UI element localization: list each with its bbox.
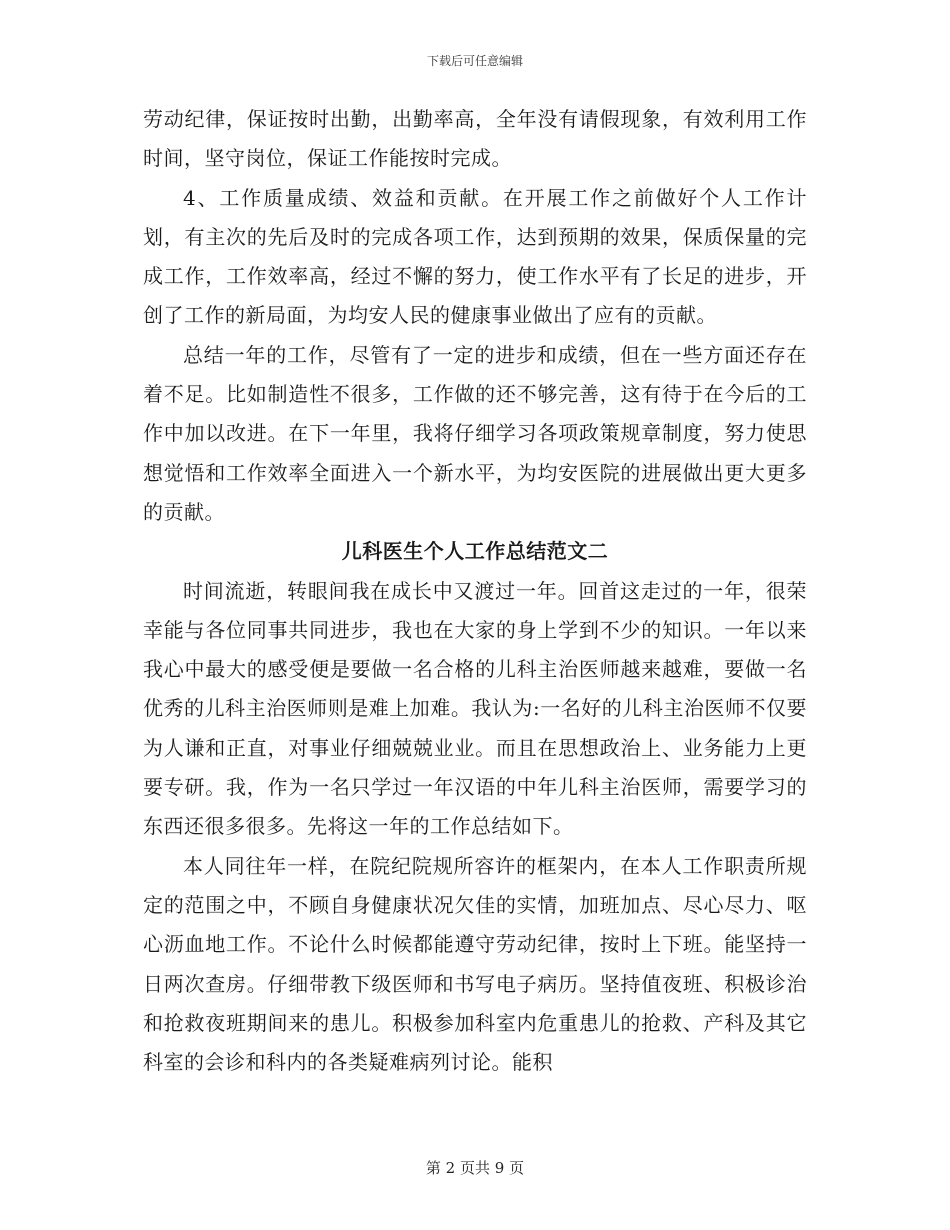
paragraph-3: 总结一年的工作，尽管有了一定的进步和成绩，但在一些方面还存在着不足。比如制造性不很多，工作做的还不够完善，这有待于在今后的工作中加以改进。在下一年里，我将仔细学习各项政策规章制度，努力使思想觉悟和工作效率全面进入一个新水平，为均安医院的进展做出更大更多的贡献。 (143, 342, 807, 524)
paragraph-5: 本人同往年一样，在院纪院规所容许的框架内，在本人工作职责所规定的范围之中，不顾自身健康状况欠佳的实情，加班加点、尽心尽力、呕心沥血地工作。不论什么时候都能遵守劳动纪律，按时上下班。能坚持一日两次查房。仔细带教下级医师和书写电子病历。坚持值夜班、积极诊治和抢救夜班期间来的患儿。积极参加科室内危重患儿的抢救、产科及其它科室的会诊和科内的各类疑难病列讨论。能积 (143, 853, 807, 1075)
paragraph-2: 4、工作质量成绩、效益和贡献。在开展工作之前做好个人工作计划，有主次的先后及时的完成各项工作，达到预期的效果，保质保量的完成工作，工作效率高，经过不懈的努力，使工作水平有了长足的进步，开创了工作的新局面，为均安人民的健康事业做出了应有的贡献。 (143, 185, 807, 328)
page-header-note: 下载后可任意编辑 (426, 54, 523, 68)
page-footer-number: 第 2 页共 9 页 (425, 1159, 525, 1177)
document-body (143, 100, 807, 1082)
paragraph-1: 劳动纪律，保证按时出勤，出勤率高，全年没有请假现象，有效利用工作时间，坚守岗位，保证工作能按时完成。 (143, 107, 807, 171)
section-title: 儿科医生个人工作总结范文二 (341, 539, 609, 564)
paragraph-4: 时间流逝，转眼间我在成长中又渡过一年。回首这走过的一年，很荣幸能与各位同事共同进步，我也在大家的身上学到不少的知识。一年以来我心中最大的感受便是要做一名合格的儿科主治医师越来越难，要做一名优秀的儿科主治医师则是难上加难。我认为:一名好的儿科主治医师不仅要为人谦和正直，对事业仔细兢兢业业。而且在思想政治上、业务能力上更要专研。我，作为一名只学过一年汉语的中年儿科主治医师，需要学习的东西还很多很多。先将这一年的工作总结如下。 (143, 578, 807, 839)
